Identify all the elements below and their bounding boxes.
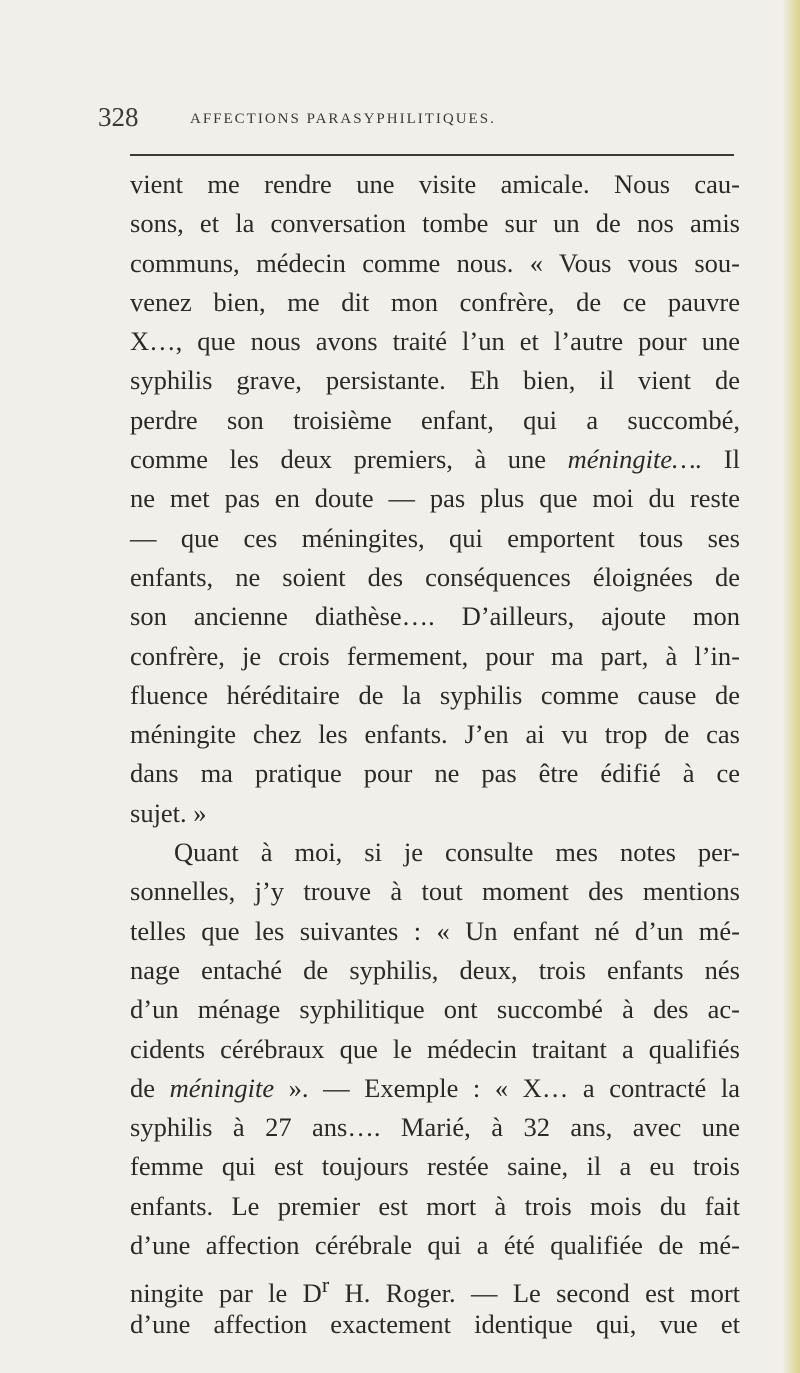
page-number: 328 xyxy=(98,102,139,132)
text-line: femme qui est toujours restée saine, il a eu trois xyxy=(130,1151,740,1182)
text-line: sujet. » xyxy=(130,797,207,828)
text-line: d’une affection exactement identique qui, vue et xyxy=(130,1308,740,1339)
text-line: cidents cérébraux que le médecin traitant a qualifiés xyxy=(130,1033,740,1064)
text-line xyxy=(130,440,740,479)
text-line xyxy=(130,1265,741,1309)
italic-term: méningite xyxy=(169,1072,275,1103)
text-line: fluence héréditaire de la syphilis comme cause de xyxy=(130,679,740,710)
text-line: sons, et la conversation tombe sur un de nos amis xyxy=(130,208,740,239)
paragraph-start-line: Quant à moi, si je consulte mes notes per- xyxy=(174,837,740,868)
text-line: telles que les suivantes : « Un enfant né d’un mé- xyxy=(130,915,740,946)
text-segment: Il xyxy=(702,444,740,475)
text-line: perdre son troisième enfant, qui a succombé, xyxy=(130,404,740,435)
text-line: sonnelles, j’y trouve à tout moment des mentions xyxy=(130,876,740,907)
text-segment: de xyxy=(130,1072,170,1103)
body-text xyxy=(130,165,740,1344)
text-line: syphilis à 27 ans…. Marié, à 32 ans, avec une xyxy=(130,1112,740,1143)
text-line: communs, médecin comme nous. « Vous vous sou- xyxy=(130,247,740,278)
text-segment: ningite par le D xyxy=(130,1278,322,1309)
text-line: ne met pas en doute — pas plus que moi du reste xyxy=(130,483,740,514)
text-segment: comme les deux premiers, à une xyxy=(130,444,568,475)
text-line: d’un ménage syphilitique ont succombé à des ac- xyxy=(130,994,740,1025)
text-line: son ancienne diathèse…. D’ailleurs, ajoute mon xyxy=(130,601,740,632)
superscript: r xyxy=(321,1272,330,1298)
text-line: enfants, ne soient des conséquences éloignées de xyxy=(130,561,740,592)
text-line: X…, que nous avons traité l’un et l’autre pour une xyxy=(130,326,740,357)
page-edge-stain xyxy=(782,0,800,1373)
text-line: dans ma pratique pour ne pas être édifié à ce xyxy=(130,758,740,789)
text-line: méningite chez les enfants. J’en ai vu trop de cas xyxy=(130,719,740,750)
text-line: enfants. Le premier est mort à trois mois du fait xyxy=(130,1190,740,1221)
header-rule xyxy=(130,154,734,156)
page-header xyxy=(98,98,738,140)
italic-term: méningite…. xyxy=(567,444,703,475)
text-line: venez bien, me dit mon confrère, de ce pauvre xyxy=(130,286,740,317)
running-title: AFFECTIONS PARASYPHILITIQUES. xyxy=(190,111,496,127)
text-line: nage entaché de syphilis, deux, trois enfants nés xyxy=(130,954,740,985)
text-line xyxy=(130,1069,740,1108)
text-line: confrère, je crois fermement, pour ma part, à l’in- xyxy=(130,640,740,671)
text-line: — que ces méningites, qui emportent tous ses xyxy=(130,522,740,553)
text-line: vient me rendre une visite amicale. Nous cau- xyxy=(130,169,740,199)
text-segment: H. Roger. — Le second est mort xyxy=(329,1278,741,1309)
text-line: d’une affection cérébrale qui a été qualifiée de mé- xyxy=(130,1230,740,1261)
text-segment: ». — Exemple : « X… a contracté la xyxy=(274,1072,741,1103)
text-line: syphilis grave, persistante. Eh bien, il vient de xyxy=(130,365,740,396)
